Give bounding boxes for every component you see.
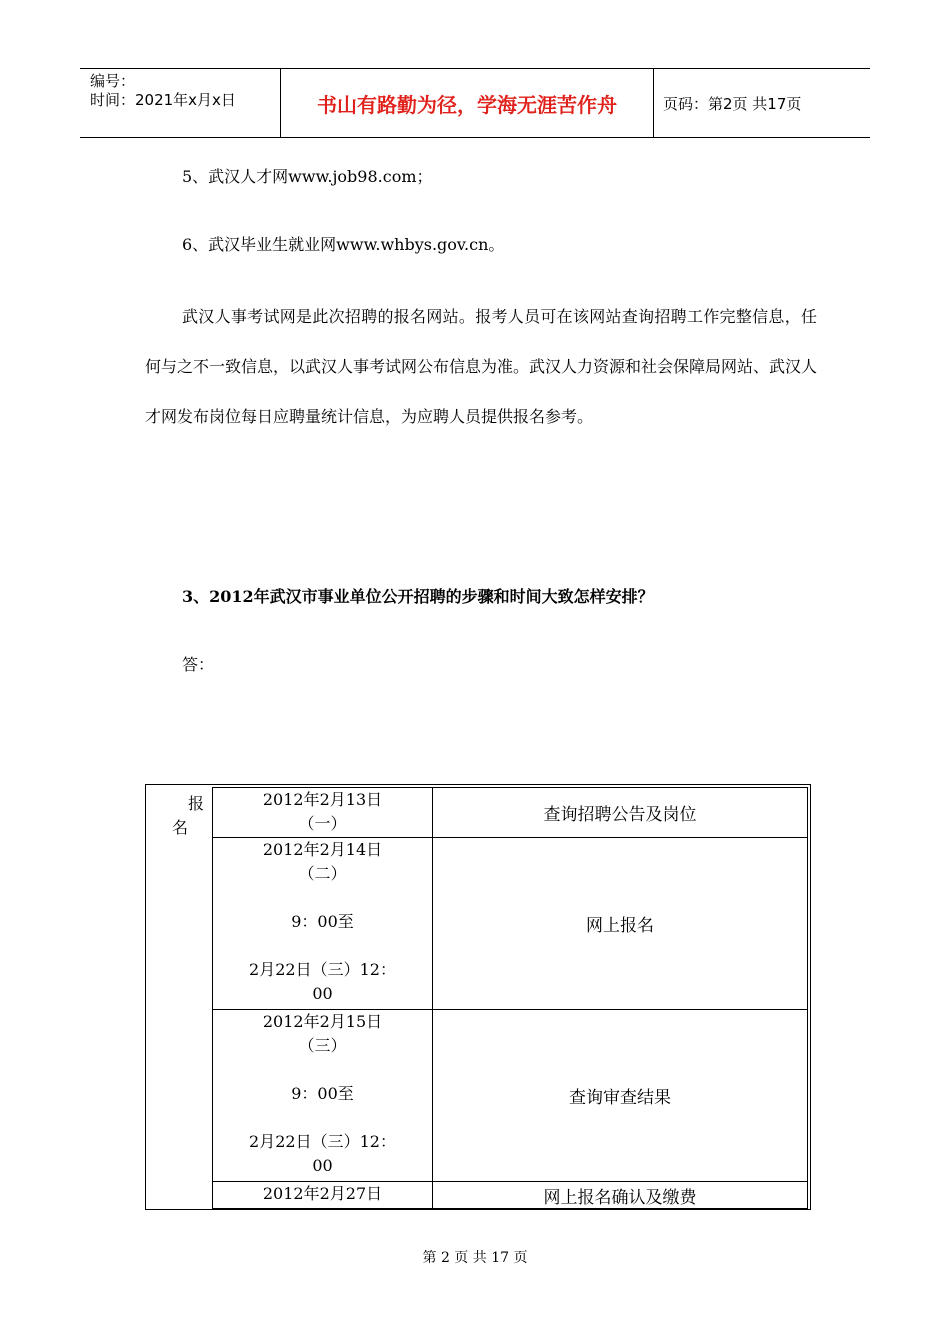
- answer-label: 答：: [182, 655, 215, 674]
- table-row: [212, 1181, 808, 1209]
- time-text: 2月22日（三）12：: [249, 1132, 396, 1151]
- body-paragraph: 武汉人事考试网是此次招聘的报名网站。报考人员可在该网站查询招聘工作完整信息，任何与之不一致信息，以武汉人事考试网公布信息为准。武汉人力资源和社会保障局网站、武汉人才网发布岗位每日应聘量统计信息，为应聘人员提供报名参考。: [145, 307, 818, 426]
- table-row: [212, 837, 808, 1010]
- category-char: 名: [172, 818, 189, 837]
- page-header: [80, 68, 870, 138]
- list-item-5: 5、武汉人才网www.job98.com；: [182, 167, 433, 186]
- header-page-info: 页码：第2页 共17页: [663, 94, 802, 113]
- table-row: [212, 1009, 808, 1182]
- time-text: 2月22日（三）12：: [249, 960, 396, 979]
- time-text: 9：00至: [291, 1084, 354, 1103]
- list-item-6: 6、武汉毕业生就业网www.whbys.gov.cn。: [182, 235, 505, 254]
- date-text: 2012年2月14日: [262, 840, 383, 859]
- category-char: 报: [188, 794, 205, 813]
- date-cell: [213, 838, 433, 1009]
- weekday-text: （三）: [298, 1036, 347, 1055]
- question-heading: 3、2012年武汉市事业单位公开招聘的步骤和时间大致怎样安排？: [182, 587, 654, 606]
- date-text: 2012年2月27日: [262, 1184, 383, 1203]
- date-text: 2012年2月15日: [262, 1012, 383, 1031]
- action-cell: 查询招聘公告及岗位: [543, 805, 697, 825]
- action-cell: 查询审查结果: [569, 1088, 671, 1108]
- time-text: 00: [312, 1156, 333, 1175]
- category-cell: [148, 787, 210, 1207]
- table-row: [212, 787, 808, 838]
- date-text: 2012年2月13日: [262, 790, 383, 809]
- time-text: 00: [312, 984, 333, 1003]
- weekday-text: （二）: [298, 864, 347, 883]
- header-meta: [80, 69, 290, 137]
- time-label: 时间：2021年x月x日: [90, 91, 236, 109]
- weekday-text: （一）: [298, 814, 347, 833]
- serial-label: 编号：: [90, 72, 136, 90]
- header-motto: 书山有路勤为径，学海无涯苦作舟: [280, 69, 654, 137]
- page-footer: 第 2 页 共 17 页: [422, 1250, 528, 1266]
- date-cell: [213, 1010, 433, 1181]
- action-cell: 网上报名: [586, 916, 654, 936]
- date-cell: [213, 1182, 433, 1208]
- schedule-table: [145, 784, 811, 1210]
- date-cell: [213, 788, 433, 837]
- time-text: 9：00至: [291, 912, 354, 931]
- action-cell: 网上报名确认及缴费: [543, 1187, 697, 1208]
